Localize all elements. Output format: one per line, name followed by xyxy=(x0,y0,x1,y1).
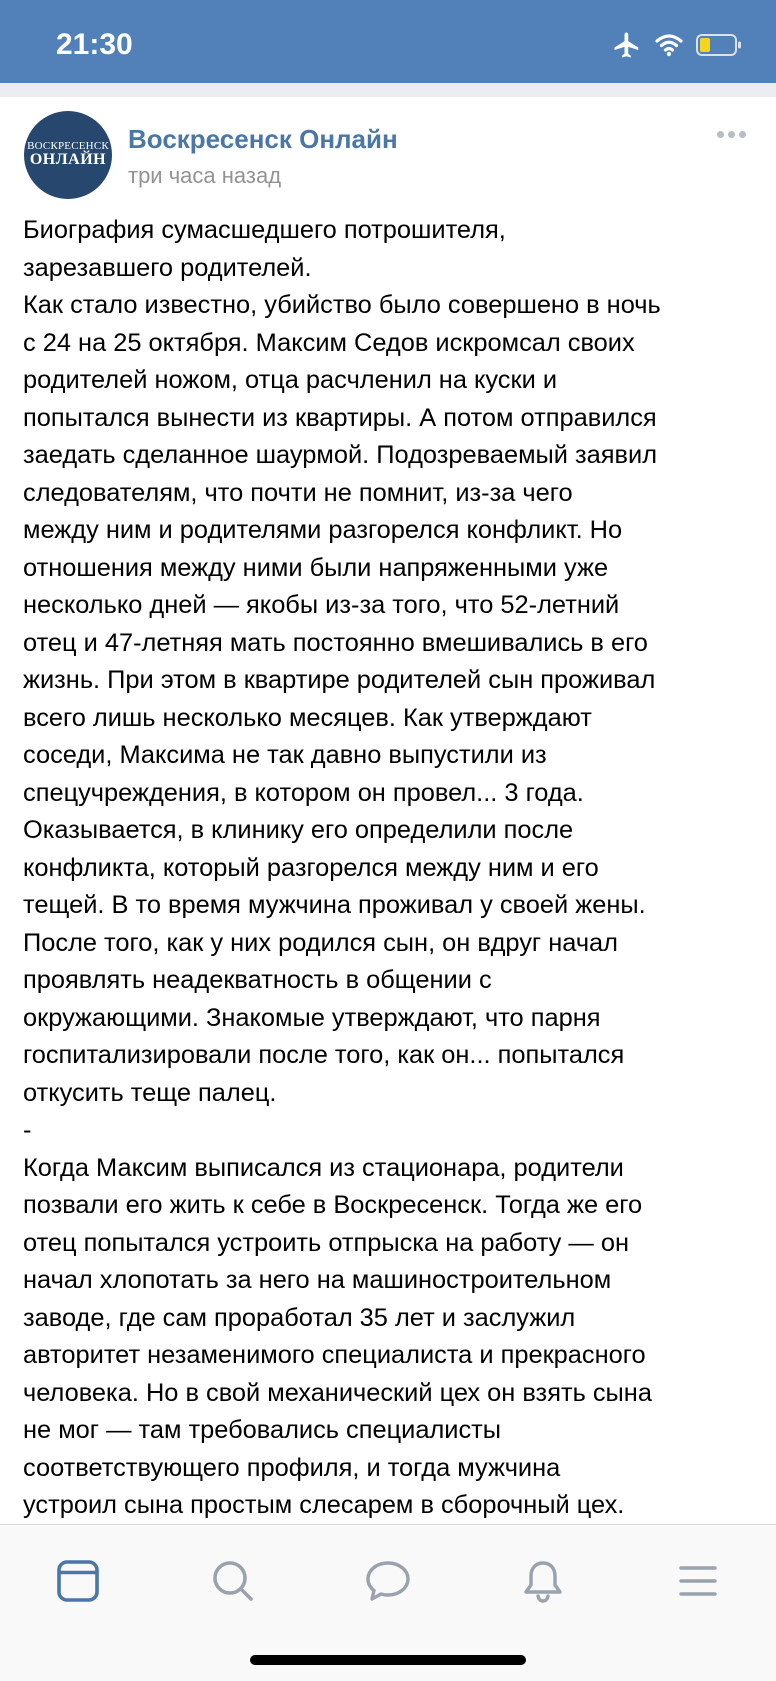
tab-notifications[interactable] xyxy=(513,1551,573,1611)
author-name-link[interactable]: Воскресенск Онлайн xyxy=(128,124,398,154)
airplane-mode-icon xyxy=(612,30,642,60)
home-indicator[interactable] xyxy=(250,1655,526,1665)
menu-icon xyxy=(678,1561,718,1601)
status-bar xyxy=(0,0,776,83)
author-avatar[interactable] xyxy=(24,111,112,199)
tab-messages[interactable] xyxy=(358,1551,418,1611)
tab-menu[interactable] xyxy=(668,1551,728,1611)
wifi-icon xyxy=(654,32,684,58)
battery-icon xyxy=(696,33,742,57)
post-timestamp[interactable]: три часа назад xyxy=(128,163,282,188)
avatar-text-line2: ОНЛАЙН xyxy=(29,151,107,169)
news-feed-icon xyxy=(56,1559,100,1603)
status-time: 21:30 xyxy=(56,28,133,61)
avatar-text-line1: ВОСКРЕСЕНСК xyxy=(27,139,109,152)
search-icon xyxy=(211,1559,255,1603)
wall-post xyxy=(0,97,776,1524)
tab-news[interactable] xyxy=(48,1551,108,1611)
messages-icon xyxy=(365,1559,411,1603)
feed-divider xyxy=(0,83,776,97)
tab-search[interactable] xyxy=(203,1551,263,1611)
post-text: Биография сумасшедшего потрошителя, зарезавшего родителей. Как стало известно, убийство было совершено в ночь с 24 на 25 октября. Максим Седов искромсал своих родителей ножом, отца расчленил на куски и попытался вынести из квартиры. А потом отправился заедать сделанное шаурмой. Подозреваемый заявил следователям, что почти не помнит, из-за чего между ним и родителями разгорелся конфликт. Но отношения между ними были напряженными уже несколько дней — якобы из-за того, что 52-летний отец и 47-летняя мать постоянно вмешивались в его жизнь. При этом в квартире родителей сын проживал всего лишь несколько месяцев. Как утверждают соседи, Максима не так давно выпустили из спецучреждения, в котором он провел... 3 года. Оказывается, в клинику его определили после конфликта, который разгорелся между ним и его тещей. В то время мужчина проживал у своей жены. После того, как у них родился сын, он вдруг начал проявлять неадекватность в общении с окружающими. Знакомые утверждают, что парня госпитализировали после того, как он... попытался откусить теще палец. - Когда Максим выписался из стационара, родители позвали его жить к себе в Воскресенск. Тогда же его отец попытался устроить отпрыска на работу — он начал хлопотать за него на машиностроительном заводе, где сам проработал 35 лет и заслужил авторитет незаменимого специалиста и прекрасного человека. Но в свой механический цех он взять сына не мог — там требовались специалисты соответствующего профиля, и тогда мужчина устроил сына простым слесарем в сборочный цех. xyxy=(23,216,661,1519)
more-options-icon[interactable] xyxy=(717,131,746,138)
notifications-bell-icon xyxy=(521,1558,565,1604)
status-icons xyxy=(612,30,742,60)
